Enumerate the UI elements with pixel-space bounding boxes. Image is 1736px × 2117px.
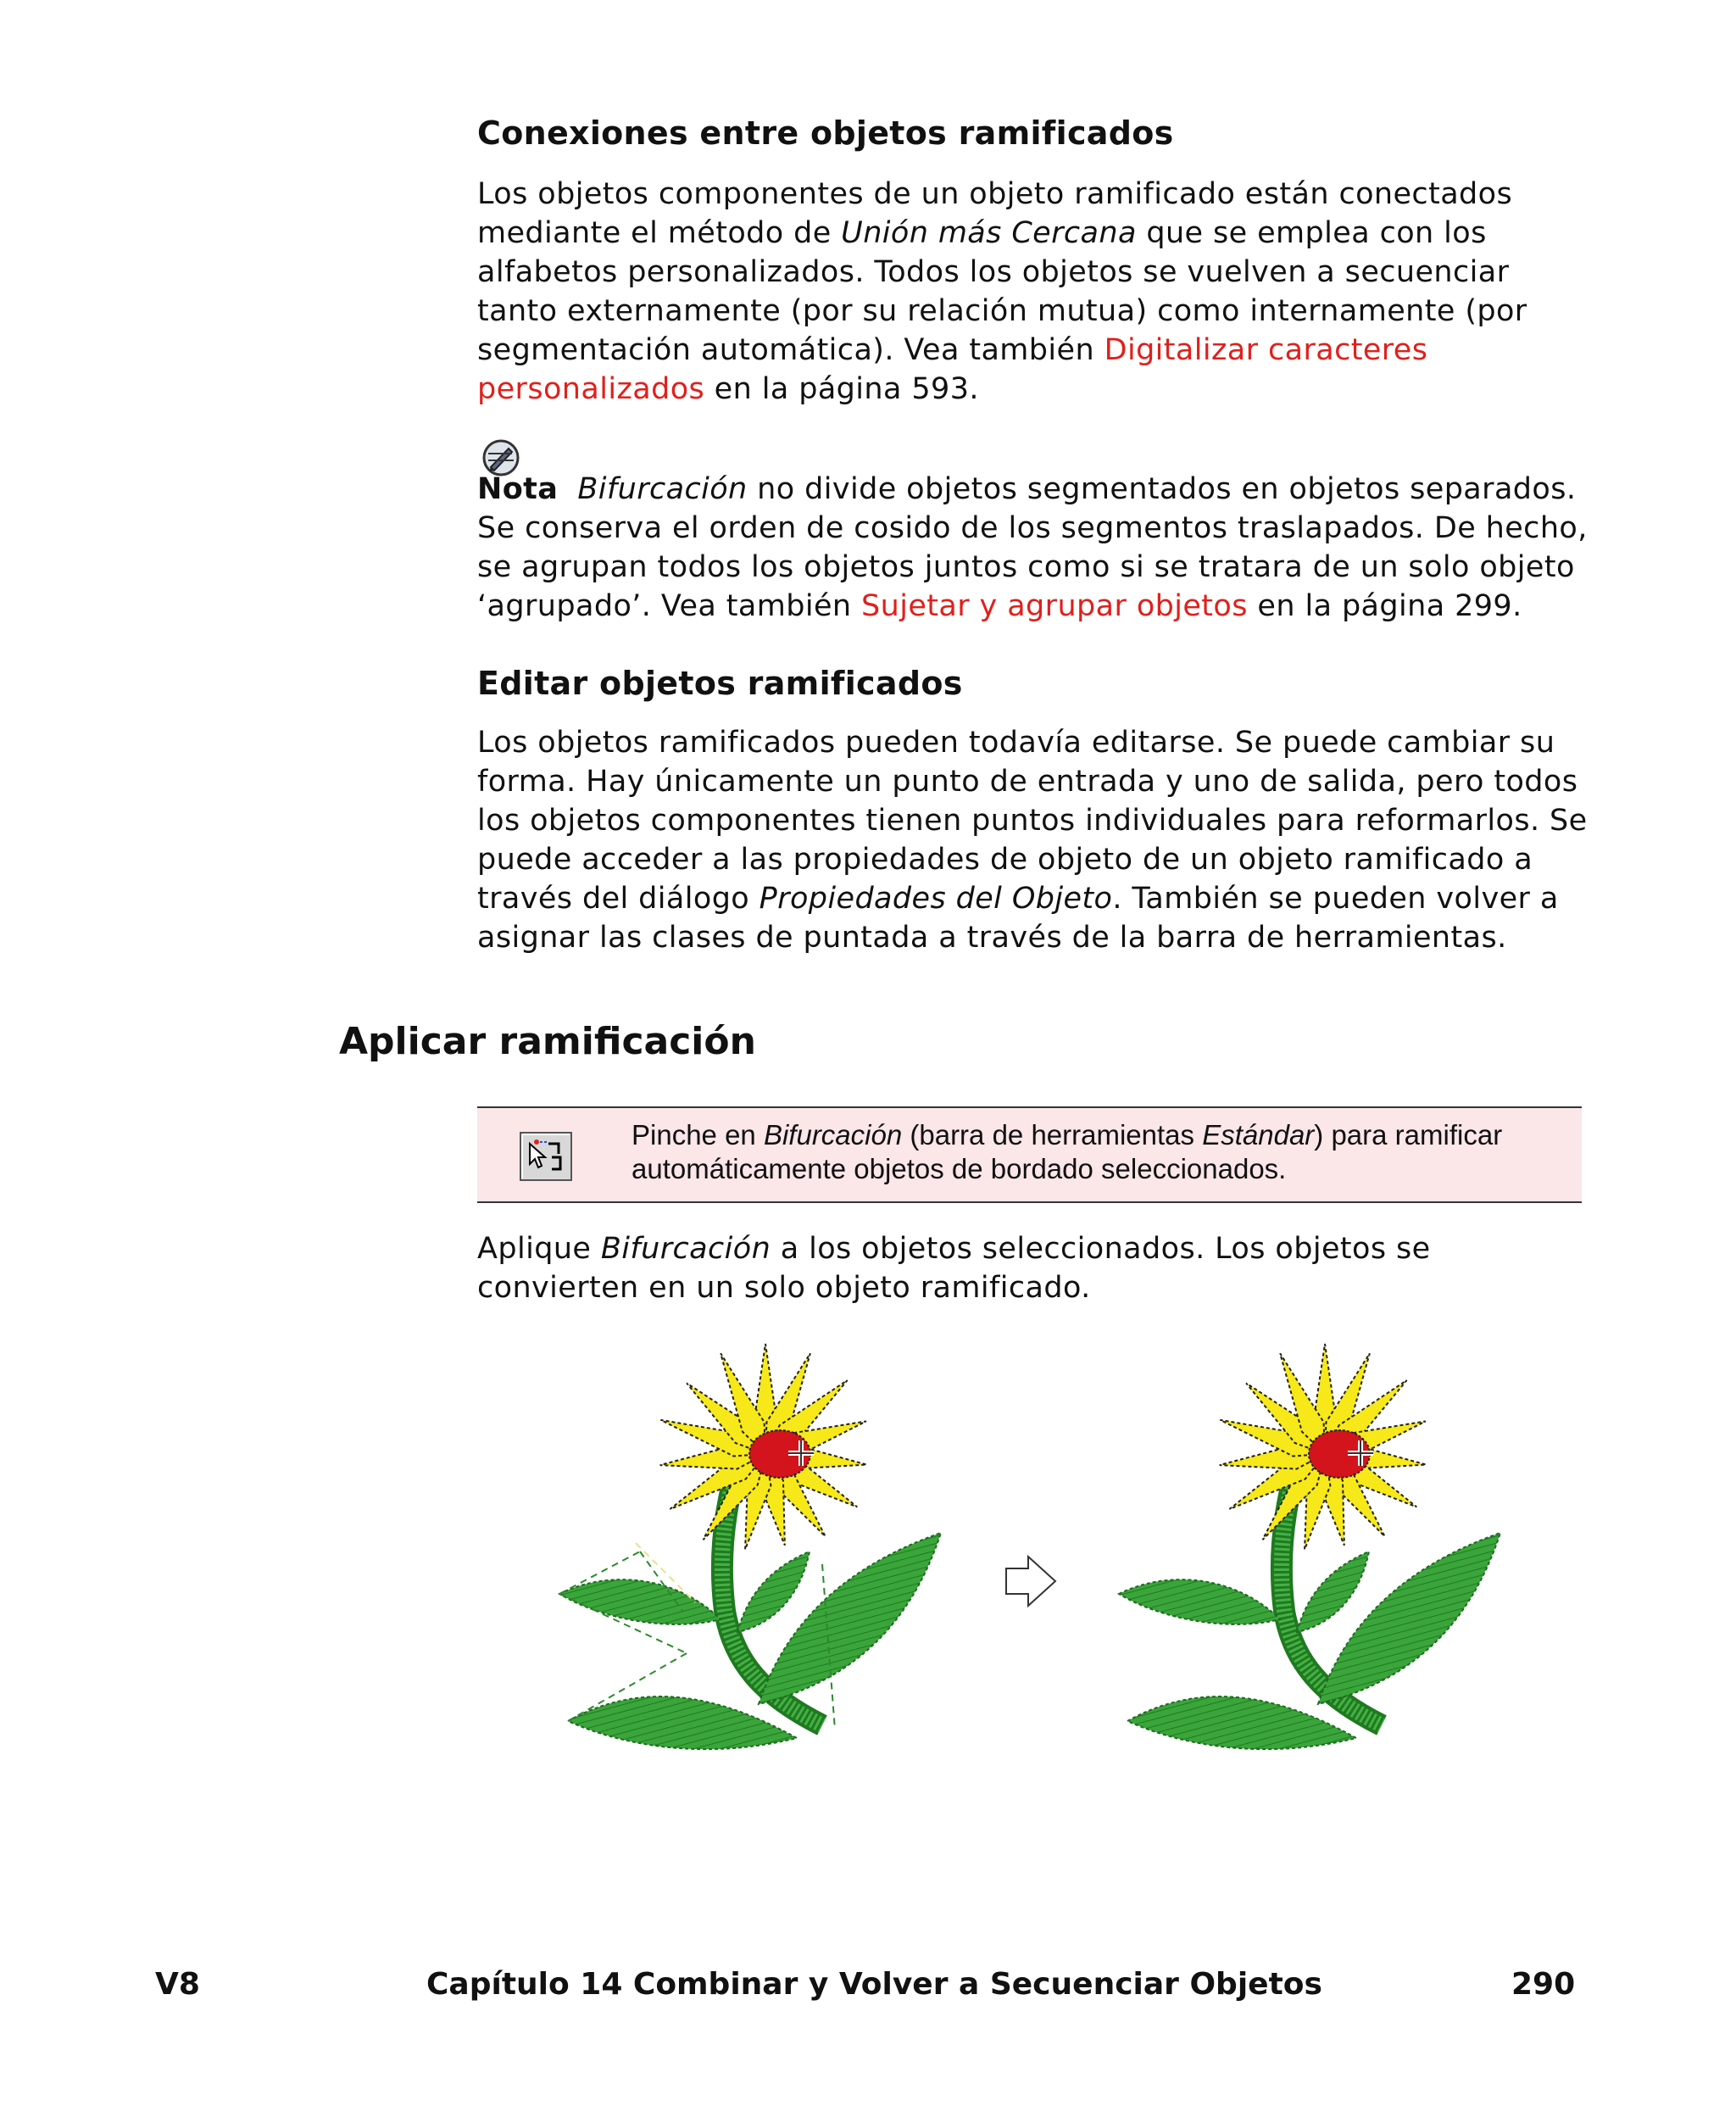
text-span: en la página 593. — [704, 372, 979, 406]
text-span: . También se pueden volver a asignar las clases de puntada a través de la barra de herramientas. — [477, 882, 1559, 955]
italic-term: Bifurcación — [577, 472, 748, 506]
right-arrow-icon — [1006, 1557, 1055, 1606]
branching-figure — [542, 1340, 1543, 1797]
italic-term: Unión más Cercana — [841, 216, 1137, 250]
text-span: que se emplea con los alfabetos personalizados. Todos los objetos se vuelven a secuenciar tanto externamente (por su relación mutua) como internamente (por segmentación automática). Vea también — [477, 216, 1527, 367]
italic-term: Propiedades del Objeto — [759, 882, 1113, 916]
text-span: a los objetos seleccionados. Los objetos se convierten en un solo objeto ramificado. — [477, 1232, 1431, 1305]
text-span: Pinche en — [632, 1119, 764, 1150]
text-span: no divide objetos segmentados en objetos separados. Se conserva el orden de cosido de los segmentos traslapados. De hecho, se agrupan todos los objetos juntos como si se tratara de un solo objeto ‘agrupado’. Vea también — [477, 472, 1588, 623]
flower-after-image — [1119, 1344, 1500, 1749]
italic-term: Bifurcación — [763, 1119, 903, 1150]
paragraph-aplicar — [477, 1229, 1596, 1307]
text-span: (barra de herramientas — [902, 1119, 1203, 1150]
footer-version: V8 — [155, 1967, 200, 2002]
paragraph-editar — [477, 723, 1596, 957]
link-sujetar-agrupar[interactable]: Sujetar y agrupar objetos — [861, 589, 1248, 623]
italic-term: Estándar — [1202, 1119, 1315, 1150]
tip-box — [477, 1106, 1582, 1203]
paragraph-conexiones — [477, 175, 1596, 409]
link-digitalizar-caracteres[interactable]: Digitalizar caracteres personalizados — [477, 333, 1428, 406]
section-heading-aplicar: Aplicar ramificación — [339, 1020, 756, 1063]
section-heading-conexiones: Conexiones entre objetos ramificados — [477, 114, 1174, 152]
footer-page-number: 290 — [1511, 1967, 1576, 2002]
note-paragraph — [477, 470, 1596, 626]
text-span: Aplique — [477, 1232, 601, 1266]
bifurcation-tool-icon[interactable] — [520, 1132, 572, 1181]
text-span: en la página 299. — [1247, 589, 1522, 623]
italic-term: Bifurcación — [600, 1232, 771, 1266]
footer-chapter: Capítulo 14 Combinar y Volver a Secuenciar Objetos — [426, 1967, 1322, 2002]
section-heading-editar: Editar objetos ramificados — [477, 665, 963, 702]
text-span: Los objetos componentes de un objeto ramificado están conectados mediante el método de — [477, 177, 1513, 250]
tip-text — [632, 1118, 1564, 1186]
flower-before-image — [559, 1344, 941, 1749]
note-label: Nota — [477, 472, 559, 506]
text-span: Los objetos ramificados pueden todavía editarse. Se puede cambiar su forma. Hay únicamente un punto de entrada y uno de salida, pero todos los objetos componentes tienen puntos individuales para reformarlos. Se puede acceder a las propiedades de objeto de un objeto ramificado a través del diálogo — [477, 726, 1588, 916]
text-span: ) para ramificar automáticamente objetos de bordado seleccionados. — [632, 1119, 1503, 1184]
